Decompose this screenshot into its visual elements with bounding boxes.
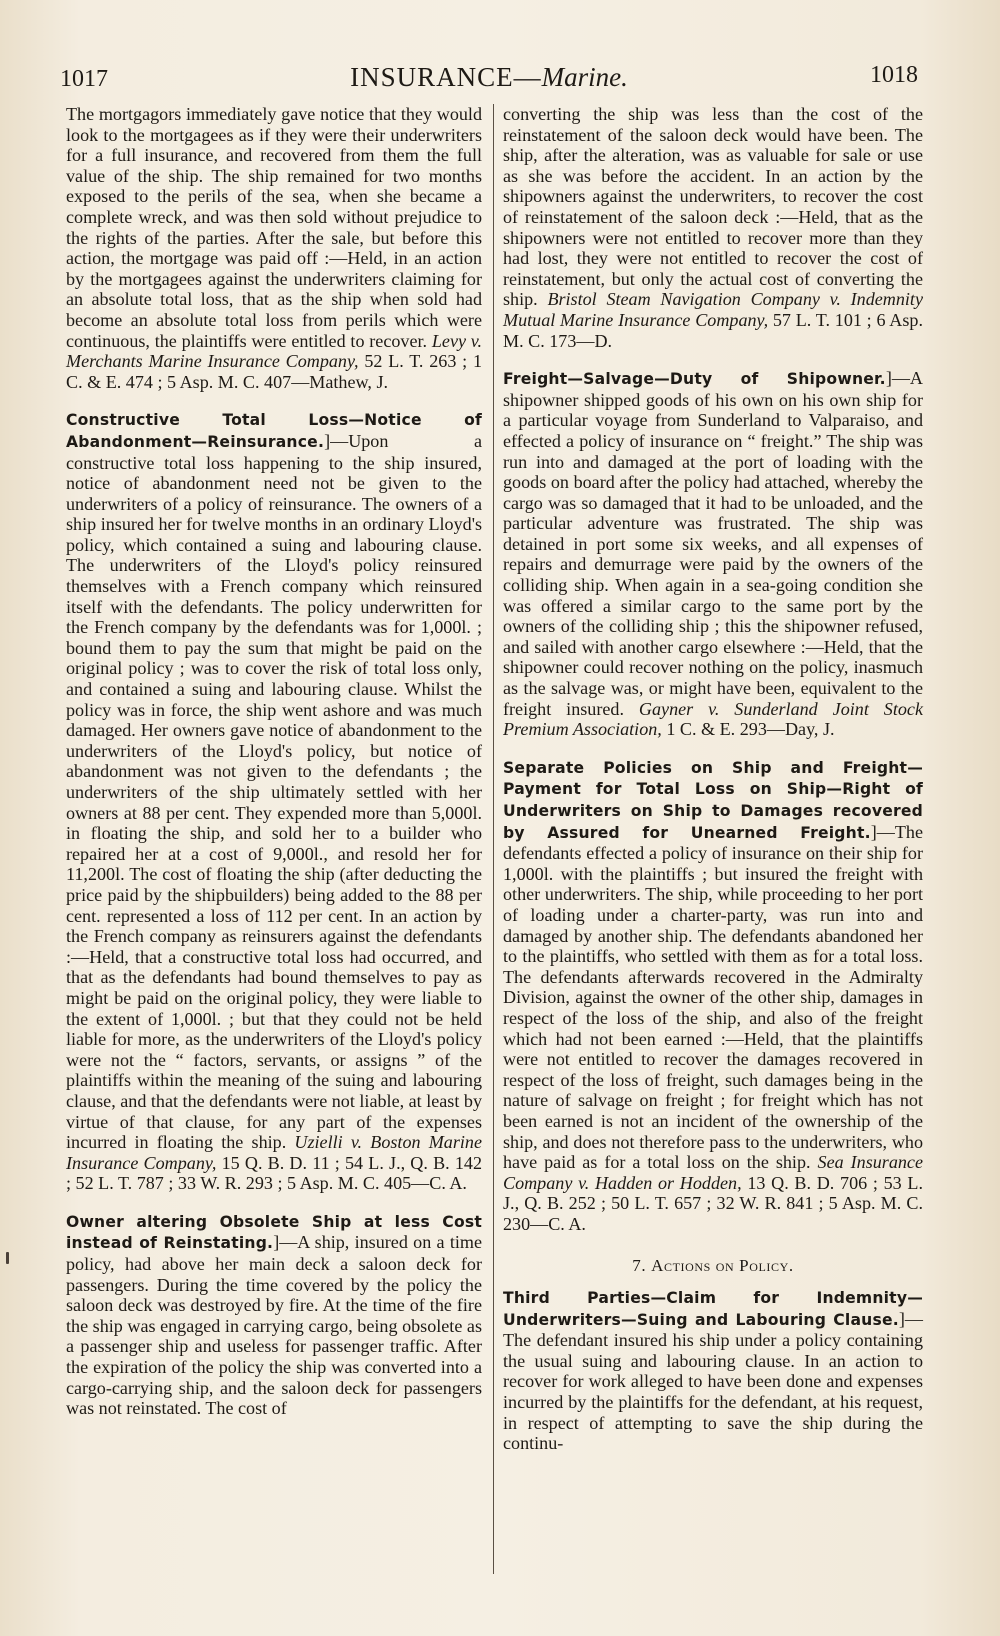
entry-heading: Freight—Salvage—Duty of Shipowner.	[503, 370, 886, 389]
entry-freight-salvage	[503, 368, 923, 740]
case-citation: Sea Insurance Company v. Hadden or Hodden,	[503, 1152, 923, 1193]
citation-reference: 13 Q. B. D. 706 ; 53 L. J., Q. B. 252 ; 50 L. T. 657 ; 32 W. R. 841 ; 5 Asp. M. C. 230—C. A.	[503, 1172, 924, 1234]
entry-text: The mortgagors immediately gave notice that they would look to the mortgagees as if they were their underwriters for a full insurance, and recovered from them the full value of the ship. The ship remained for two months exposed to the perils of the sea, when she became a complete wreck, and was then sold without prejudice to the rights of the parties. After the sale, but before this action, the mortgage was paid off :—Held, in an action by the mortgagees against the underwriters claiming for an absolute total loss, that as the ship when sold had become an absolute total loss from perils which were continuous, the plaintiffs were entitled to recover.	[66, 104, 482, 351]
left-column	[66, 104, 482, 1419]
section-number: 7.	[632, 1256, 652, 1276]
running-title	[60, 62, 918, 93]
entry-text: ]—Upon a constructive total loss happening to the ship insured, notice of abandonment need not be given to the underwriters of a policy of reinsurance. The owners of a ship insured her for twelve months in an ordinary Lloyd's policy, which contained a suing and labouring clause. The underwriters of the Lloyd's policy reinsured themselves with a French company which reinsured itself with the defendants. The policy underwritten for the French company by the defendants was for 1,000l. ; bound them to pay the sum that might be paid on the original policy ; was to cover the risk of total loss only, and contained a suing and labouring clause. Whilst the policy was in force, the ship went ashore and was much damaged. Her owners gave notice of abandonment to the underwriters of the Lloyd's policy, but notice of abandonment was not given to the defendants ; the underwriters of the ship ultimately settled with her owners at 88 per cent. They expended more than 5,000l. in floating the ship, and sold her to a builder who repaired her at a cost of 9,000l., and resold her for 11,200l. The cost of floating the ship (after deducting the price paid by the shipbuilders) being added to the 88 per cent. represented a loss of 112 per cent. In an action by the French company as reinsurers against the defendants :—Held, that a constructive total loss had occurred, and that as the defendants had bound themselves to pay as might be paid on the original policy, they were liable to the extent of 1,000l. ; but that they could not be held liable for more, as the underwriters of the Lloyd's policy were not the “ factors, servants, or assigns ” of the plaintiffs within the meaning of the suing and labouring clause, and that the defendants were not liable, at least by virtue of that clause, for any part of the expenses incurred in floating the ship.	[66, 430, 482, 1153]
running-header	[60, 58, 918, 98]
running-title-main: INSURANCE—	[350, 62, 542, 92]
page-number-left: 1017	[60, 66, 108, 92]
entry-text: ]—A shipowner shipped goods of his own on his own ship for a particular voyage from Sunderland to Valparaiso, and effected a policy of insurance on “ freight.” The ship was run into and damaged at the port of loading with the goods on board after the policy had attached, whereby the cargo was so damaged that it had to be unloaded, and the particular adventure was frustrated. The ship was detained in port some six weeks, and all expenses of repairs and demurrage were paid by the owners of the colliding ship. When again in a sea-going condition she was offered a similar cargo to the same port by the owners of the colliding ship ; this the shipowner refused, and sailed with another cargo elsewhere :—Held, that the shipowner could recover nothing on the policy, inasmuch as the salvage was, or might have been, equivalent to the freight insured.	[503, 368, 923, 719]
section-title: Actions on Policy.	[651, 1256, 794, 1276]
entry-heading: Constructive Total Loss—Notice of Abandonment—Reinsurance.	[66, 411, 482, 451]
case-citation: Levy v. Merchants Marine Insurance Company,	[66, 330, 483, 372]
section-heading	[503, 1256, 923, 1277]
entry-levy	[66, 104, 482, 392]
entry-text: ]—A ship, insured on a time policy, had above her main deck a saloon deck for passengers. During the time covered by the policy the saloon deck was destroyed by fire. At the time of the fire the ship was engaged in carrying cargo, being obsolete as a passenger ship and useless for passenger traffic. After the expiration of the policy the ship was converted into a cargo-carrying ship, and the saloon deck for passengers was not reinstated. The cost of	[66, 1232, 482, 1419]
citation-reference: 1 C. & E. 293—Day, J.	[661, 719, 835, 740]
entry-third-parties	[503, 1287, 923, 1454]
entry-heading: Third Parties—Claim for Indemnity—Underwriters—Suing and Labouring Clause.	[503, 1289, 923, 1329]
case-citation: Uzielli v. Boston Marine Insurance Company,	[66, 1132, 482, 1173]
margin-mark	[6, 1252, 9, 1264]
entry-separate-policies	[503, 757, 923, 1235]
entry-owner-altering-ship	[66, 1211, 482, 1419]
case-citation: Bristol Steam Navigation Company v. Indemnity Mutual Marine Insurance Company,	[503, 289, 923, 330]
entry-text: ]—The defendant insured his ship under a policy containing the usual suing and labouring clause. In an action to recover for work alleged to have been done and expenses incurred by the plaintiffs for the defendant, at his request, in respect of attempting to save the ship during the continu-	[503, 1308, 923, 1454]
entry-bristol-continued	[503, 104, 923, 351]
column-divider	[493, 104, 494, 1574]
entry-text: converting the ship was less than the cost of the reinstatement of the saloon deck would have been. The ship, after the alteration, was as valuable for sale or use as she was before the accident. In an action by the shipowners against the underwriters, to recover the cost of reinstatement of the saloon deck :—Held, that as the shipowners were not entitled to recover more than they had lost, they were not entitled to recover the cost of reinstatement, but only the actual cost of converting the ship.	[503, 104, 923, 310]
entry-text: ]—The defendants effected a policy of insurance on their ship for 1,000l. with the plaintiffs ; but insured the freight with other underwriters. The ship, while proceeding to her port of loading under a charter-party, was run into and damaged by another ship. The defendants abandoned her to the plaintiffs, who settled with them as for a total loss. The defendants afterwards recovered in the Admiralty Division, against the owner of the other ship, damages in respect of the loss of the ship, and also of the freight which had not been earned :—Held, that the plaintiffs were not entitled to recover the damages recovered in respect of the loss of freight, such damages being in the nature of salvage on freight ; for freight which has not been earned is not an incident of the ownership of the ship, and does not therefore pass to the underwriters, who have paid as for a total loss on the ship.	[503, 821, 923, 1173]
right-column	[503, 104, 923, 1454]
running-title-italic: Marine.	[541, 62, 628, 92]
case-citation: Gayner v. Sunderland Joint Stock Premium Association,	[503, 698, 923, 740]
citation-reference: 15 Q. B. D. 11 ; 54 L. J., Q. B. 142 ; 52 L. T. 787 ; 33 W. R. 293 ; 5 Asp. M. C. 405—C. A.	[66, 1152, 482, 1194]
entry-heading: Owner altering Obsolete Ship at less Cost instead of Reinstating.	[66, 1212, 482, 1253]
citation-reference: 57 L. T. 101 ; 6 Asp. M. C. 173—D.	[503, 309, 923, 351]
entry-heading: Separate Policies on Ship and Freight—Payment for Total Loss on Ship—Right of Underwriters on Ship to Damages recovered by Assured for Unearned Freight.	[503, 758, 923, 842]
page-number-right: 1018	[870, 62, 918, 88]
entry-constructive-total-loss	[66, 409, 482, 1194]
citation-reference: 52 L. T. 263 ; 1 C. & E. 474 ; 5 Asp. M. C. 407—Mathew, J.	[66, 351, 482, 392]
